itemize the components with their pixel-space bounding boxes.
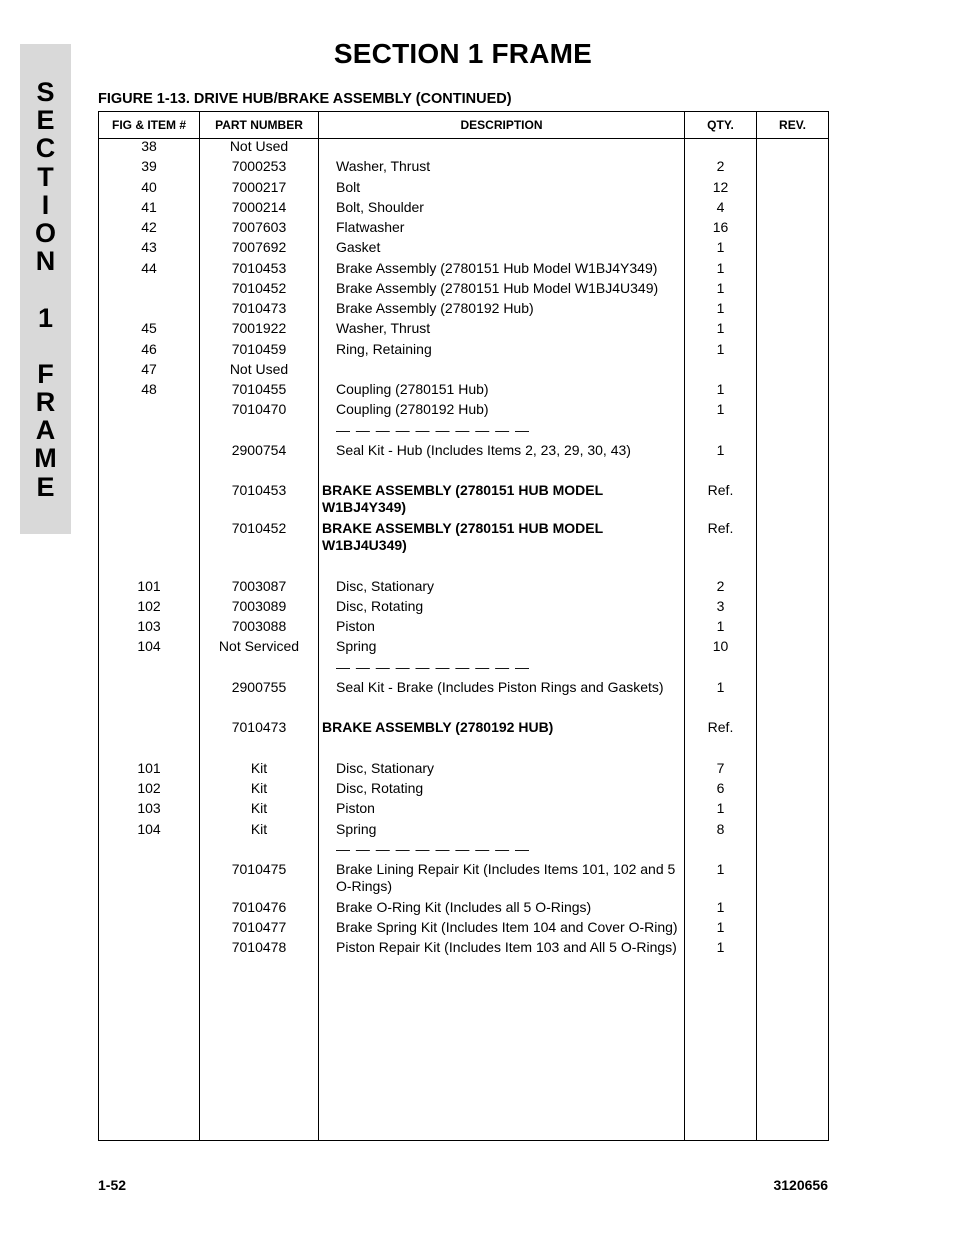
- part-number: 7010452: [231, 280, 287, 296]
- side-tab-letter: O: [34, 217, 56, 248]
- quantity: 8: [716, 821, 725, 837]
- description: — — — — — — — — — —: [336, 841, 531, 857]
- side-tab-letter: I: [41, 189, 50, 220]
- quantity: 3: [716, 598, 725, 614]
- part-number: 7010455: [231, 381, 287, 397]
- description: Flatwasher: [336, 219, 405, 235]
- side-tab-letter: F: [37, 358, 54, 389]
- description: Spring: [336, 821, 377, 837]
- quantity: 1: [716, 618, 725, 634]
- quantity: 1: [716, 401, 725, 417]
- part-number: 7010478: [231, 939, 287, 955]
- header-rev: REV.: [779, 118, 806, 132]
- part-number: Not Serviced: [218, 638, 300, 654]
- part-number: 7001922: [231, 320, 287, 336]
- side-tab-letter: N: [35, 246, 56, 277]
- side-tab-letter: R: [35, 387, 56, 418]
- description: Disc, Rotating: [336, 780, 424, 796]
- description: BRAKE ASSEMBLY (2780151 HUB MODEL W1BJ4U349): [322, 520, 603, 553]
- quantity: 16: [712, 219, 729, 235]
- description: Piston: [336, 800, 375, 816]
- part-number: 7010473: [231, 300, 287, 316]
- quantity: Ref.: [707, 482, 734, 498]
- description: Bolt: [336, 179, 361, 195]
- side-tab-letter: E: [36, 471, 55, 502]
- part-number: Kit: [250, 800, 268, 816]
- description: Brake Assembly (2780192 Hub): [336, 300, 534, 316]
- header-item: FIG & ITEM #: [111, 118, 186, 132]
- item-number: 102: [137, 780, 161, 796]
- part-number: 7010476: [231, 899, 287, 915]
- description: BRAKE ASSEMBLY (2780151 HUB MODEL W1BJ4Y349): [322, 482, 603, 515]
- item-number: 44: [141, 260, 157, 276]
- part-number: Kit: [250, 821, 268, 837]
- column-divider: [318, 112, 319, 1140]
- quantity: 4: [716, 199, 725, 215]
- quantity: 1: [716, 260, 725, 276]
- quantity: 1: [716, 679, 725, 695]
- description: Disc, Stationary: [336, 760, 435, 776]
- item-number: 103: [137, 800, 161, 816]
- item-number: 45: [141, 320, 157, 336]
- part-number: Kit: [250, 780, 268, 796]
- item-number: 46: [141, 341, 157, 357]
- quantity: 2: [716, 578, 725, 594]
- quantity: 1: [716, 239, 725, 255]
- quantity: 1: [716, 381, 725, 397]
- part-number: 7003087: [231, 578, 287, 594]
- side-tab-letter: [20, 332, 71, 360]
- side-tab-letter: 1: [37, 302, 54, 333]
- description: BRAKE ASSEMBLY (2780192 HUB): [322, 719, 554, 735]
- item-number: 38: [141, 138, 157, 154]
- item-number: 101: [137, 760, 161, 776]
- description: Gasket: [336, 239, 381, 255]
- part-number: 7000217: [231, 179, 287, 195]
- item-number: 104: [137, 821, 161, 837]
- description: Washer, Thrust: [336, 320, 431, 336]
- description: Bolt, Shoulder: [336, 199, 424, 215]
- part-number: 2900755: [231, 679, 287, 695]
- part-number: 7010470: [231, 401, 287, 417]
- item-number: 48: [141, 381, 157, 397]
- section-side-tab: [20, 44, 71, 534]
- quantity: 1: [716, 300, 725, 316]
- description: Brake Assembly (2780151 Hub Model W1BJ4U349): [336, 280, 659, 296]
- description: — — — — — — — — — —: [336, 422, 531, 438]
- part-number: 7003088: [231, 618, 287, 634]
- side-tab-letter: A: [35, 415, 56, 446]
- description: Brake Lining Repair Kit (Includes Items 101, 102 and 5 O-Rings): [336, 861, 676, 894]
- quantity: 1: [716, 919, 725, 935]
- part-number: 7010477: [231, 919, 287, 935]
- part-number: 7007692: [231, 239, 287, 255]
- description: Seal Kit - Brake (Includes Piston Rings and Gaskets): [336, 679, 664, 695]
- item-number: 42: [141, 219, 157, 235]
- description: Brake Spring Kit (Includes Item 104 and Cover O-Ring): [336, 919, 678, 935]
- quantity: 7: [716, 760, 725, 776]
- part-number: Not Used: [229, 138, 289, 154]
- side-tab-letter: M: [34, 443, 57, 474]
- quantity: 6: [716, 780, 725, 796]
- item-number: 47: [141, 361, 157, 377]
- description: Seal Kit - Hub (Includes Items 2, 23, 29, 30, 43): [336, 442, 631, 458]
- part-number: 7010453: [231, 260, 287, 276]
- quantity: 1: [716, 442, 725, 458]
- page-number: 1-52: [98, 1177, 127, 1193]
- part-number: 7000253: [231, 158, 287, 174]
- side-tab-letter: S: [36, 77, 55, 107]
- description: Ring, Retaining: [336, 341, 432, 357]
- item-number: 43: [141, 239, 157, 255]
- description: Piston Repair Kit (Includes Item 103 and All 5 O-Rings): [336, 939, 677, 955]
- part-number: 7007603: [231, 219, 287, 235]
- header-qty: QTY.: [707, 118, 734, 132]
- page-title: SECTION 1 FRAME: [333, 38, 593, 69]
- description: Coupling (2780151 Hub): [336, 381, 489, 397]
- description: Spring: [336, 638, 377, 654]
- part-number: Kit: [250, 760, 268, 776]
- side-tab-letter: [20, 275, 71, 303]
- item-number: 103: [137, 618, 161, 634]
- part-number: 7010453: [231, 482, 287, 498]
- figure-caption: FIGURE 1-13. DRIVE HUB/BRAKE ASSEMBLY (CONTINUED): [98, 91, 512, 107]
- description: Brake O-Ring Kit (Includes all 5 O-Rings): [336, 899, 592, 915]
- description: Disc, Rotating: [336, 598, 424, 614]
- document-number: 3120656: [773, 1177, 828, 1193]
- column-divider: [756, 112, 757, 1140]
- part-number: Not Used: [229, 361, 289, 377]
- quantity: 1: [716, 800, 725, 816]
- quantity: 1: [716, 341, 725, 357]
- side-tab-letters: [20, 78, 71, 501]
- quantity: 1: [716, 861, 725, 877]
- description: Coupling (2780192 Hub): [336, 401, 489, 417]
- quantity: 1: [716, 280, 725, 296]
- part-number: 2900754: [231, 442, 287, 458]
- quantity: 1: [716, 320, 725, 336]
- part-number: 7000214: [231, 199, 287, 215]
- item-number: 102: [137, 598, 161, 614]
- quantity: 1: [716, 939, 725, 955]
- quantity: 10: [712, 638, 729, 654]
- part-number: 7010475: [231, 861, 287, 877]
- part-number: 7003089: [231, 598, 287, 614]
- side-tab-letter: T: [37, 161, 54, 192]
- quantity: Ref.: [707, 520, 734, 536]
- part-number: 7010459: [231, 341, 287, 357]
- item-number: 40: [141, 179, 157, 195]
- description: Brake Assembly (2780151 Hub Model W1BJ4Y349): [336, 260, 658, 276]
- part-number: 7010473: [231, 719, 287, 735]
- header-description: DESCRIPTION: [460, 118, 543, 132]
- item-number: 104: [137, 638, 161, 654]
- description: — — — — — — — — — —: [336, 659, 531, 675]
- parts-table: [98, 111, 829, 1141]
- side-tab-letter: E: [36, 105, 55, 136]
- part-number: 7010452: [231, 520, 287, 536]
- side-tab-letter: C: [35, 133, 56, 164]
- item-number: 41: [141, 199, 157, 215]
- description: Washer, Thrust: [336, 158, 431, 174]
- quantity: 2: [716, 158, 725, 174]
- quantity: 1: [716, 899, 725, 915]
- quantity: 12: [712, 179, 729, 195]
- description: Piston: [336, 618, 375, 634]
- item-number: 101: [137, 578, 161, 594]
- header-part-number: PART NUMBER: [215, 118, 303, 132]
- item-number: 39: [141, 158, 157, 174]
- description: Disc, Stationary: [336, 578, 435, 594]
- quantity: Ref.: [707, 719, 734, 735]
